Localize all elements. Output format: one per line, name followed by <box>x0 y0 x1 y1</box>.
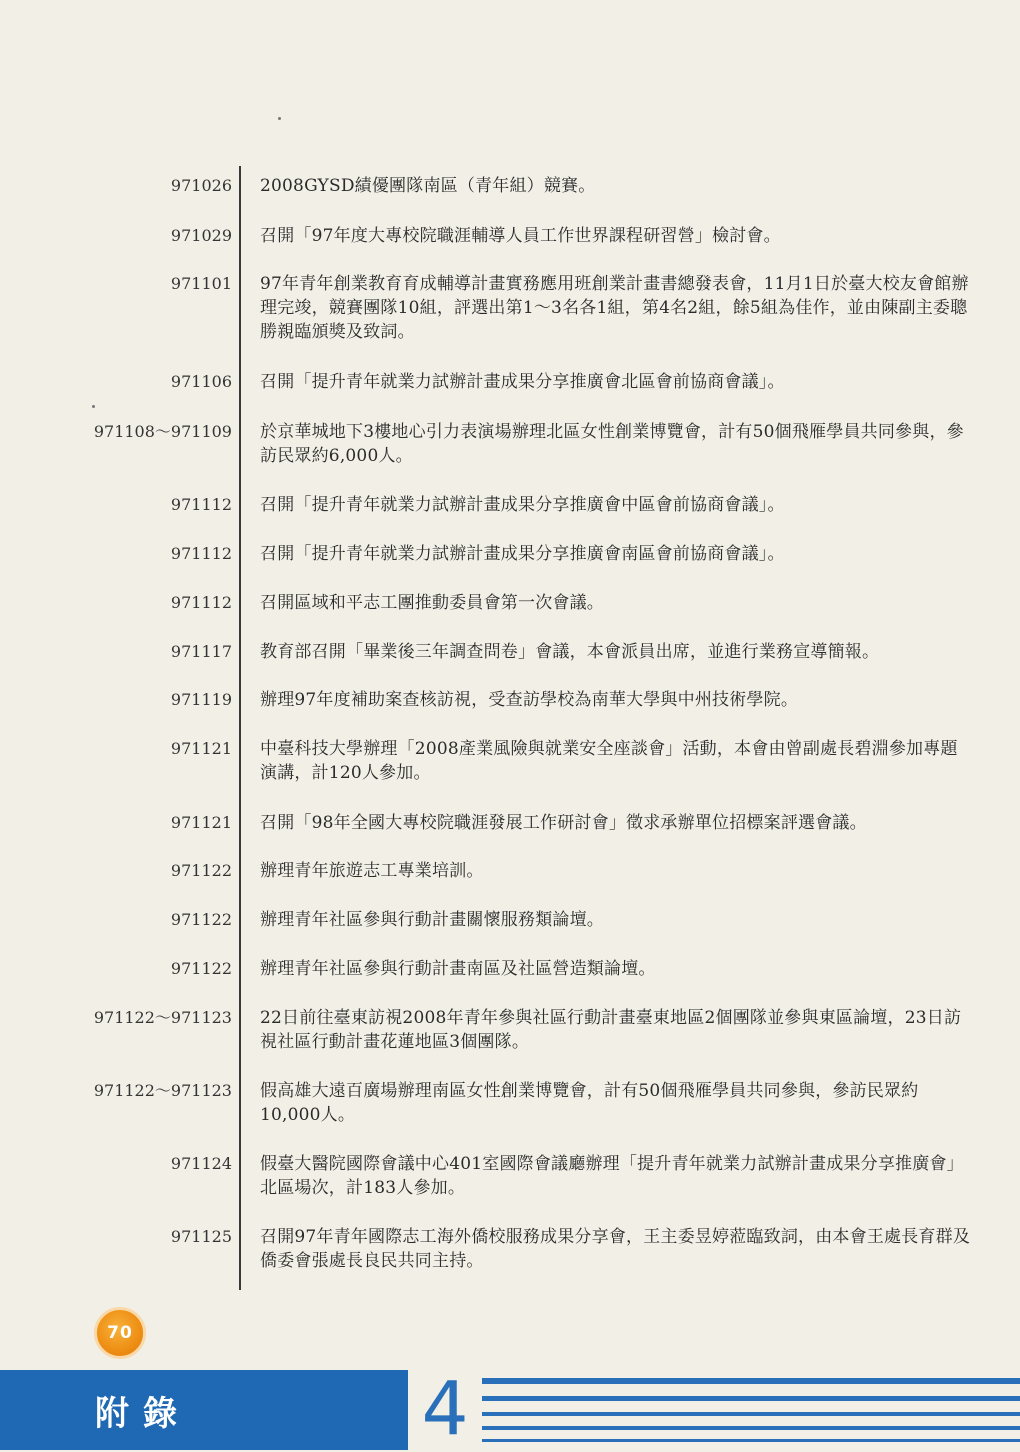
entry-date: 971101 <box>170 274 232 293</box>
entry-date: 971112 <box>170 495 232 514</box>
decorative-stripes <box>482 1376 1020 1450</box>
entry-date: 971122～971123 <box>93 1008 232 1027</box>
entry-text: 教育部召開「畢業後三年調查問卷」會議，本會派員出席，並進行業務宣導簡報。 <box>260 642 880 662</box>
section-title: 附錄 <box>95 1393 191 1434</box>
entry-date: 971117 <box>170 642 232 661</box>
entry-text: 於京華城地下3樓地心引力表演場辦理北區女性創業博覽會，計有50個飛雁學員共同參與，參訪民眾約6,000人。 <box>260 422 964 466</box>
entry-text: 辦理青年社區參與行動計畫關懷服務類論壇。 <box>260 910 604 930</box>
entry-text: 召開「提升青年就業力試辦計畫成果分享推廣會北區會前協商會議」。 <box>260 372 785 392</box>
entry-date: 971122 <box>170 861 232 880</box>
entry-text: 召開97年青年國際志工海外僑校服務成果分享會，王主委昱婷蒞臨致詞，由本會王處長育群及僑委會張處長良民共同主持。 <box>260 1227 971 1271</box>
entry-date: 971122 <box>170 910 232 929</box>
entry-date: 971108～971109 <box>93 422 232 441</box>
entry-date: 971106 <box>170 372 232 391</box>
entry-date: 971112 <box>170 593 232 612</box>
page-number: 70 <box>107 1323 133 1343</box>
entry-text: 召開區域和平志工團推動委員會第一次會議。 <box>260 593 604 613</box>
page-number-badge <box>94 1307 146 1359</box>
section-band <box>0 1370 408 1450</box>
stripe <box>482 1412 1020 1416</box>
entry-date: 971121 <box>170 739 232 758</box>
stripe <box>482 1439 1020 1442</box>
entry-date: 971121 <box>170 813 232 832</box>
entry-text: 辦理97年度補助案查核訪視，受查訪學校為南華大學與中州技術學院。 <box>260 690 799 710</box>
stripe <box>482 1426 1020 1430</box>
entry-date: 971119 <box>170 690 232 709</box>
entry-text: 召開「提升青年就業力試辦計畫成果分享推廣會南區會前協商會議」。 <box>260 544 785 564</box>
stripe <box>482 1396 1020 1401</box>
entry-date: 971125 <box>170 1227 232 1246</box>
entry-text: 辦理青年社區參與行動計畫南區及社區營造類論壇。 <box>260 959 656 979</box>
paper-speck <box>92 405 95 408</box>
entry-text: 22日前往臺東訪視2008年青年參與社區行動計畫臺東地區2個團隊並參與東區論壇，23日訪視社區行動計畫花蓮地區3個團隊。 <box>260 1008 962 1052</box>
entry-text: 假臺大醫院國際會議中心401室國際會議廳辦理「提升青年就業力試辦計畫成果分享推廣會」北區場次，計183人參加。 <box>260 1154 964 1198</box>
entry-date: 971122 <box>170 959 232 978</box>
entry-text: 召開「提升青年就業力試辦計畫成果分享推廣會中區會前協商會議」。 <box>260 495 785 515</box>
entry-date: 971112 <box>170 544 232 563</box>
entry-text: 召開「98年全國大專校院職涯發展工作研討會」徵求承辦單位招標案評選會議。 <box>260 813 867 833</box>
entry-date: 971026 <box>170 176 232 195</box>
entry-text: 中臺科技大學辦理「2008產業風險與就業安全座談會」活動，本會由曾副處長碧淵參加專題演講，計120人參加。 <box>260 739 958 783</box>
timeline-divider <box>239 166 241 1290</box>
entry-text: 假高雄大遠百廣場辦理南區女性創業博覽會，計有50個飛雁學員共同參與，參訪民眾約10,000人。 <box>260 1081 919 1125</box>
entry-text: 2008GYSD績優團隊南區（青年組）競賽。 <box>260 176 596 196</box>
entry-text: 辦理青年旅遊志工專業培訓。 <box>260 861 484 881</box>
paper-speck <box>278 117 281 120</box>
stripe <box>482 1378 1020 1384</box>
section-number: 4 <box>421 1366 469 1452</box>
entry-date: 971029 <box>170 226 232 245</box>
entry-text: 97年青年創業教育育成輔導計畫實務應用班創業計畫書總發表會，11月1日於臺大校友會館辦理完竣，競賽團隊10組，評選出第1～3名各1組，第4名2組，餘5組為佳作，並由陳副主委聰勝親臨頒獎及致詞。 <box>260 274 969 342</box>
entry-date: 971122～971123 <box>93 1081 232 1100</box>
entry-date: 971124 <box>170 1154 232 1173</box>
entry-text: 召開「97年度大專校院職涯輔導人員工作世界課程研習營」檢討會。 <box>260 226 781 246</box>
